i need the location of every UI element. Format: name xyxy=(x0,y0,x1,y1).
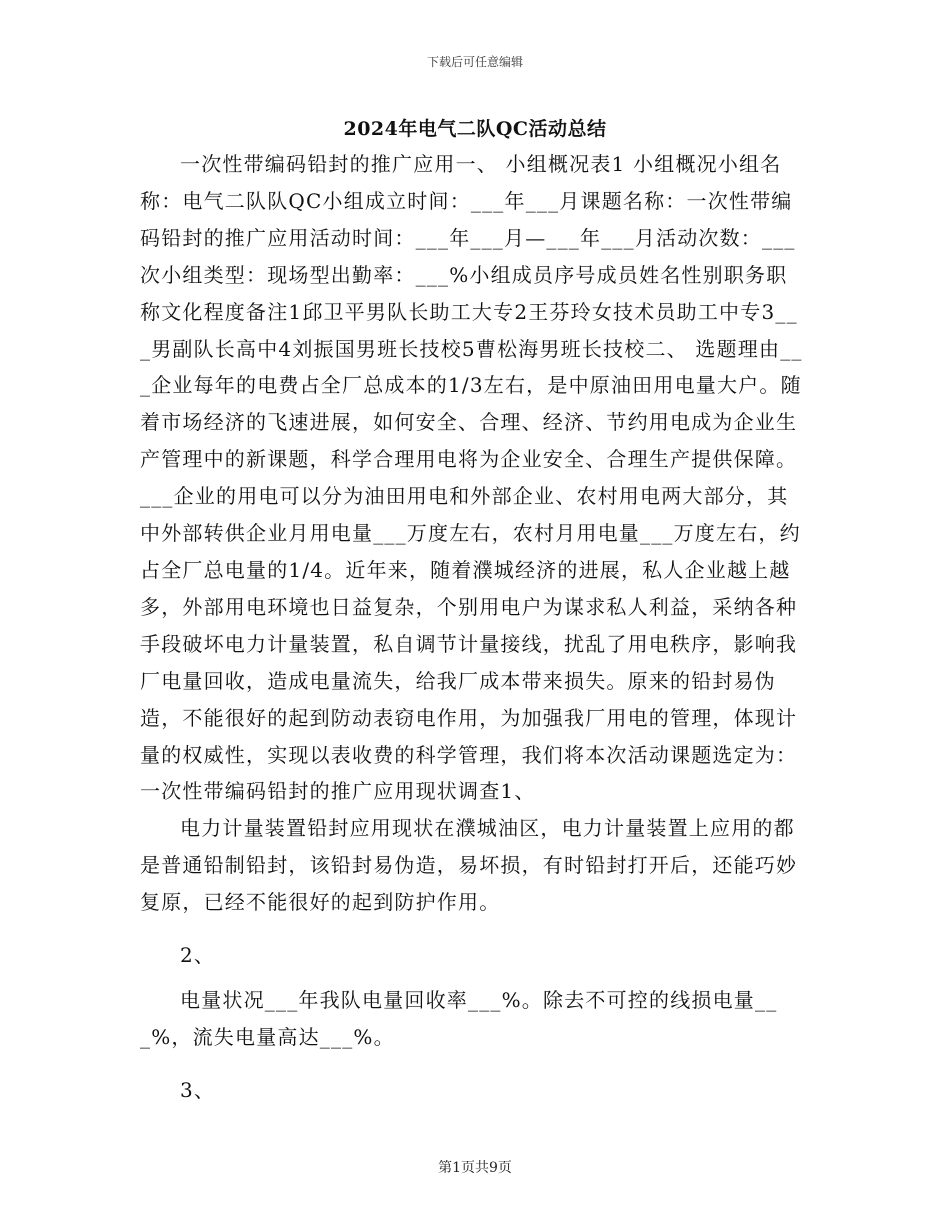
document-title: 2024年电气二队QC活动总结 xyxy=(343,118,607,140)
paragraph-section-3: 3、 xyxy=(180,1077,216,1102)
paragraph-intro: 一次性带编码铅封的推广应用一、 小组概况表1 小组概况小组名称：电气二队队QC小组成立时间：___年___月课题名称：一次性带编码铅封的推广应用活动时间：___年___月—___年___月活动次数：___次小组类型：现场型出勤率：___%小组成员序号成员姓名性别职务职称文化程度备注1邱卫平男队长助工大专2王芬玲女技术员助工中专3___男副队长高中4刘振国男班长技校5曹松海男班长技校二、 选题理由___企业每年的电费占全厂总成本的1/3左右，是中原油田用电量大户。随着市场经济的飞速进展，如何安全、合理、经济、节约用电成为企业生产管理中的新课题，科学合理用电将为企业安全、合理生产提供保障。___企业的用电可以分为油田用电和外部企业、农村用电两大部分，其中外部转供企业月用电量___万度左右，农村月用电量___万度左右，约占全厂总电量的1/4。近年来，随着濮城经济的进展，私人企业越上越多，外部用电环境也日益复杂，个别用电户为谋求私人利益，采纳各种手段破坏电力计量装置，私自调节计量接线，扰乱了用电秩序，影响我厂电量回收，造成电量流失，给我厂成本带来损失。原来的铅封易伪造，不能很好的起到防动表窃电作用，为加强我厂用电的管理，体现计量的权威性，实现以表收费的科学管理，我们将本次活动课题选定为：一次性带编码铅封的推广应用现状调查1、 xyxy=(140,152,803,804)
page-number: 第1页共9页 xyxy=(438,1160,512,1176)
paragraph-power-status: 电量状况___年我队电量回收率___%。除去不可控的线损电量___%，流失电量高达___%。 xyxy=(140,987,778,1049)
paragraph-section-2: 2、 xyxy=(180,943,216,968)
paragraph-status-seal: 电力计量装置铅封应用现状在濮城油区，电力计量装置上应用的都是普通铅制铅封，该铅封易伪造，易坏损，有时铅封打开后，还能巧妙复原，已经不能很好的起到防护作用。 xyxy=(140,816,798,915)
header-note: 下载后可任意编辑 xyxy=(426,55,523,69)
document-body xyxy=(140,146,808,1109)
